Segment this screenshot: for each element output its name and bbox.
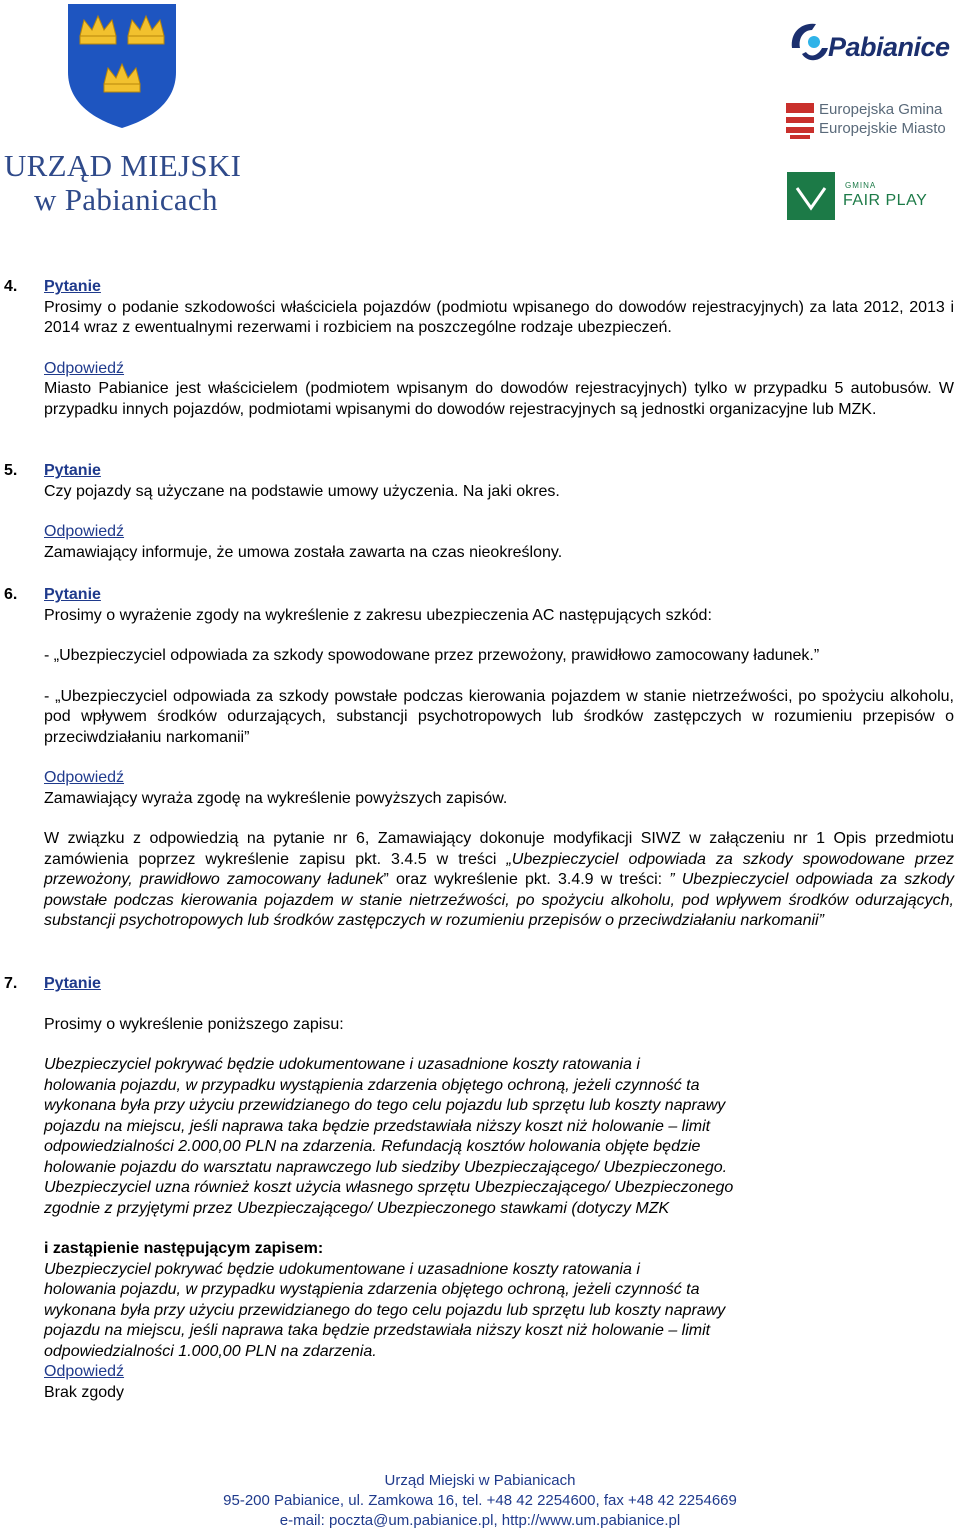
q6-question-text: Prosimy o wyrażenie zgody na wykreślenie z zakresu ubezpieczenia AC następujących szkód: [44, 606, 712, 624]
european-municipality-logo [786, 97, 956, 141]
q6-block [44, 585, 954, 932]
q7-old-line: wykonana była przy użyciu przewidzianego do tego celu pojazdu lub sprzętu lub koszty naprawy [44, 1097, 726, 1114]
q7-new-line: wykonana była przy użyciu przewidzianego do tego celu pojazdu lub sprzętu lub koszty naprawy [44, 1301, 726, 1319]
european-municipality-line2: Europejskie Miasto [819, 120, 946, 137]
q7-block [44, 974, 954, 1403]
q5-question-text: Czy pojazdy są użyczane na podstawie umowy użyczenia. Na jaki okres. [44, 482, 560, 500]
q7-answer-text: Brak zgody [44, 1383, 125, 1401]
q4-answer-label: Odpowiedź [44, 359, 125, 377]
q7-old-line: Ubezpieczyciel pokrywać będzie udokumentowane i uzasadnione koszty ratowania i [44, 1056, 640, 1073]
office-name-line1: URZĄD MIEJSKI [4, 148, 242, 183]
q7-new-line: holowania pojazdu, w przypadku wystąpienia zdarzenia objętego ochroną, jeżeli czynność ta [44, 1281, 700, 1298]
q6-answer-label: Odpowiedź [44, 769, 125, 786]
q7-old-line: odpowiedzialności 2.000,00 PLN na zdarzenia. Refundacją kosztów holowania objęte będzie [44, 1138, 701, 1155]
q4-answer-text: Miasto Pabianice jest właścicielem (podmiotem wpisanym do dowodów rejestracyjnych) tylko w przypadku 5 autobusów. W przypadku innych pojazdów, podmiotami wpisanymi do dowodów rejestracyjnych są jednostki organizacyjne lub MZK. [44, 380, 954, 418]
q6-item-1: - „Ubezpieczyciel odpowiada za szkody spowodowane przez przewożony, prawidłowo zamocowany ładunek.” [44, 647, 820, 664]
european-municipality-text [819, 100, 946, 138]
fair-play-small-text: GMINA [845, 181, 877, 190]
footer-address: 95-200 Pabianice, ul. Zamkowa 16, tel. +48 42 2254600, fax +48 42 2254669 [223, 1492, 737, 1509]
q5-answer-label: Odpowiedź [44, 523, 125, 540]
q7-old-line: zgodnie z przyjętymi przez Ubezpieczającego/ Ubezpieczonego stawkami (dotyczy MZK [44, 1199, 670, 1217]
q6-mod-part1: W związku z odpowiedzią na pytanie nr 6, Zamawiający dokonuje modyfikacji SIWZ w załączeniu nr 1 Opis przedmiotu zamówienia poprzez wykreślenie zapisu pkt. 3.4.5 w treści [44, 830, 954, 868]
q5-block [44, 461, 954, 563]
q5-number: 5. [4, 462, 18, 479]
q4-question-text: Prosimy o podanie szkodowości właściciela pojazdów (podmiotu wpisanego do dowodów rejestracyjnych) za lata 2012, 2013 i 2014 wraz z ewentualnymi rezerwami i rozbiciem na poszczególne rodzaje ubezpieczeń. [44, 298, 954, 336]
office-name-line2: w Pabianicach [34, 182, 218, 217]
fair-play-logo [787, 172, 937, 220]
q6-modification-text [44, 829, 954, 932]
q7-old-line: holowanie pojazdu do warsztatu naprawczego lub siedziby Ubezpieczającego/ Ubezpieczonego. [44, 1158, 728, 1176]
pabianice-logo-text: Pabianice [828, 32, 950, 62]
q6-answer-text: Zamawiający wyraża zgodę na wykreślenie powyższych zapisów. [44, 789, 508, 807]
office-name [4, 149, 241, 217]
q7-old-line: holowania pojazdu, w przypadku wystąpienia zdarzenia objętego ochroną, jeżeli czynność ta [44, 1076, 700, 1094]
q4-number: 4. [4, 278, 18, 295]
q6-item-2: - „Ubezpieczyciel odpowiada za szkody powstałe podczas kierowania pojazdem w stanie nietrzeźwości, po spożyciu alkoholu, pod wpływem środków odurzających, substancji psychotropowych lub środków zastępczych w rozumieniu przepisów o przeciwdziałaniu narkomanii” [44, 687, 954, 746]
q7-number: 7. [4, 975, 18, 992]
european-municipality-line1: Europejska Gmina [819, 101, 943, 118]
footer-office-name: Urząd Miejski w Pabianicach [384, 1472, 576, 1489]
pabianice-logo [788, 12, 956, 74]
q7-old-line: Ubezpieczyciel uzna również koszt użycia własnego sprzętu Ubezpieczającego/ Ubezpieczonego [44, 1179, 734, 1196]
fair-play-big-text: FAIR PLAY [843, 192, 928, 209]
q4-question-label: Pytanie [44, 278, 101, 295]
q4-block [44, 277, 954, 420]
q6-mod-part2: ” oraz wykreślenie pkt. 3.4.9 w treści: [383, 871, 670, 888]
q7-old-line: pojazdu na miejscu, jeśli naprawa taka będzie przedstawiała niższy koszt niż holowanie – limit [44, 1117, 711, 1135]
q7-new-clause [44, 1260, 954, 1363]
q7-replace-heading: i zastąpienie następującym zapisem: [44, 1240, 324, 1257]
coat-of-arms-logo [66, 2, 178, 130]
q6-question-label: Pytanie [44, 586, 101, 603]
q6-mod-quote1: „Ubezpieczyciel odpowiada za szkody spowodowane przez przewożony, prawidłowo zamocowany ładunek [44, 850, 955, 888]
q6-mod-quote2: ” Ubezpieczyciel odpowiada za szkody powstałe podczas kierowania pojazdem w stanie nietrzeźwości, po spożyciu alkoholu, pod wpływem środków odurzających, substancji psychotropowych lub środków zastępczych w rozumieniu przepisów o przeciwdziałaniu narkomanii” [44, 871, 954, 929]
q7-new-line: pojazdu na miejscu, jeśli naprawa taka będzie przedstawiała niższy koszt niż holowanie – limit [44, 1322, 711, 1339]
q7-old-clause [44, 1055, 954, 1219]
q5-question-label: Pytanie [44, 462, 101, 479]
q7-new-line: odpowiedzialności 1.000,00 PLN na zdarzenia. [44, 1342, 377, 1360]
footer-contact: e-mail: poczta@um.pabianice.pl, http://www.um.pabianice.pl [279, 1512, 681, 1529]
q7-question-text: Prosimy o wykreślenie poniższego zapisu: [44, 1015, 344, 1033]
q7-new-line: Ubezpieczyciel pokrywać będzie udokumentowane i uzasadnione koszty ratowania i [44, 1260, 640, 1278]
q6-number: 6. [4, 586, 18, 603]
q5-answer-text: Zamawiający informuje, że umowa została zawarta na czas nieokreślony. [44, 543, 563, 561]
q7-question-label: Pytanie [44, 975, 101, 992]
page-footer [0, 1471, 960, 1531]
q7-answer-label: Odpowiedź [44, 1363, 125, 1380]
